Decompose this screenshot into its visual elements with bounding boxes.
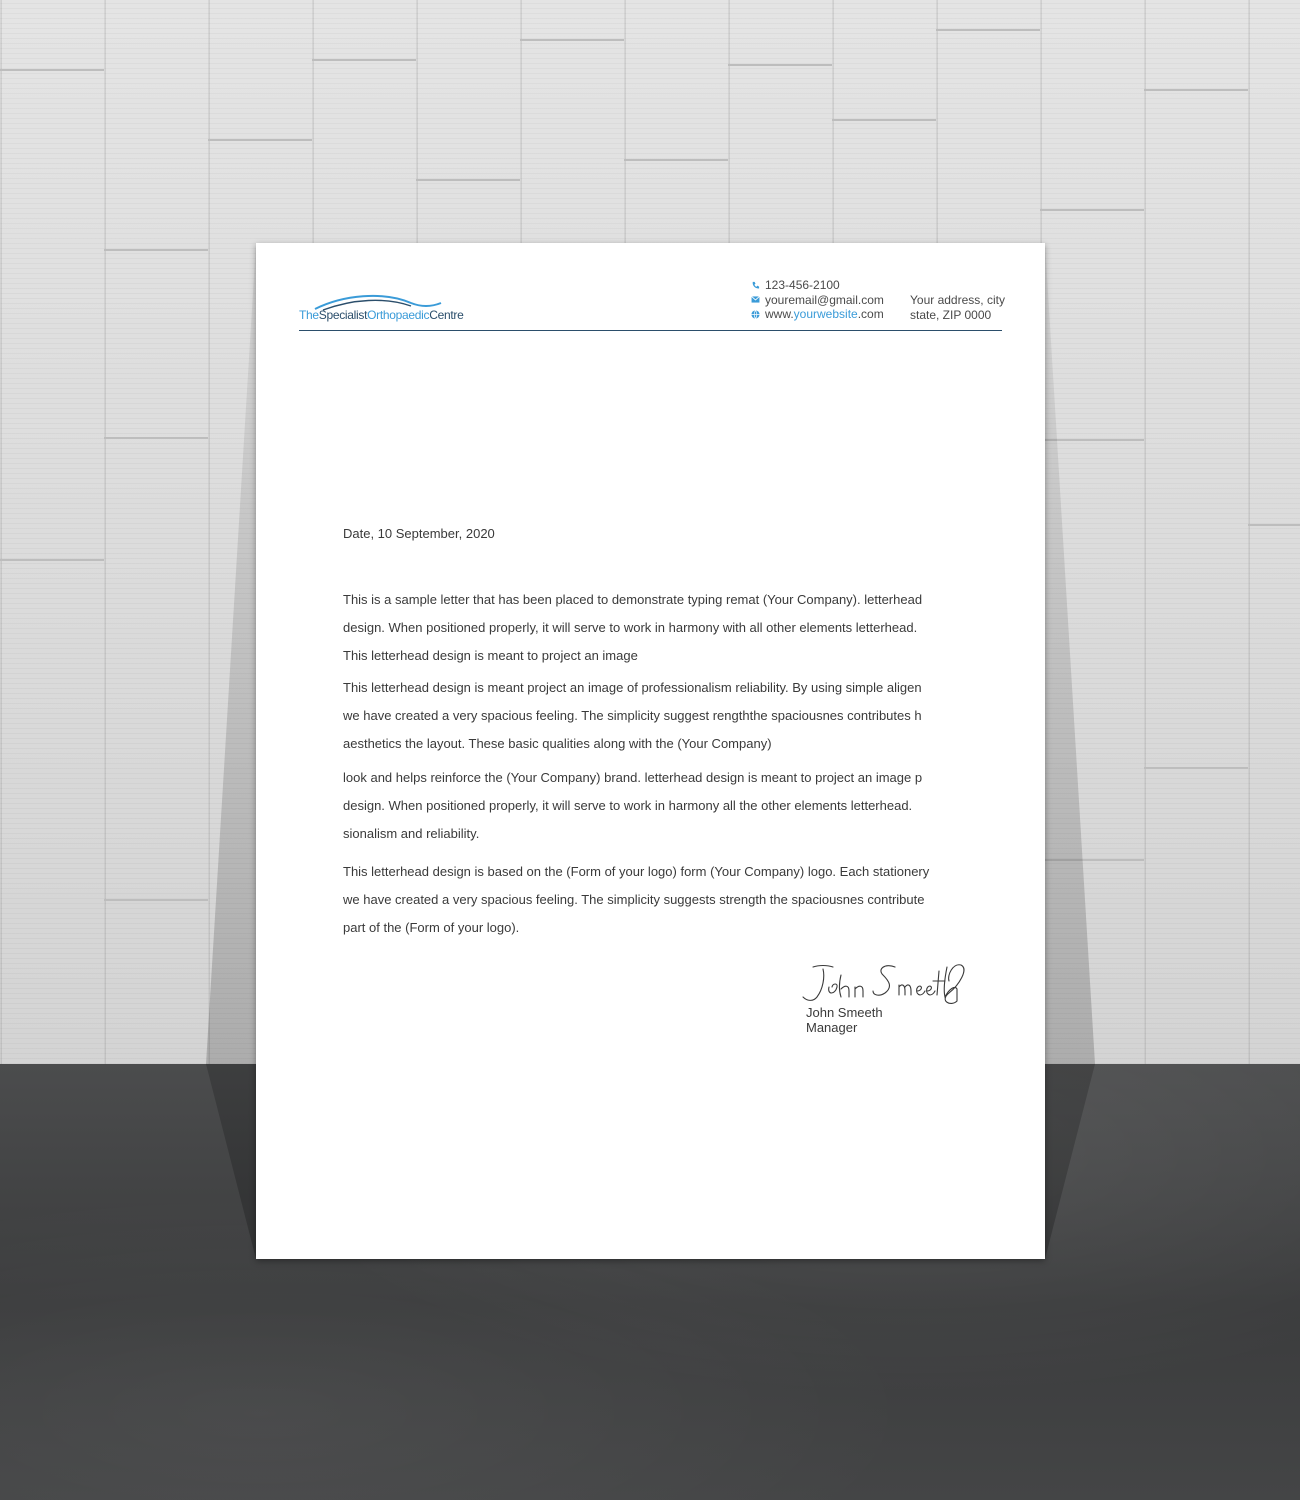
signatory-name: John Smeeth — [806, 1005, 883, 1020]
letter-body — [343, 586, 983, 946]
logo-word-specialist: Specialist — [318, 308, 368, 322]
signatory — [806, 1005, 883, 1035]
paragraph-line: This letterhead design is meant project an image of professionalism reliability. By using simple aligen — [343, 680, 922, 695]
website-suffix: .com — [857, 307, 884, 322]
letter-date: Date, 10 September, 2020 — [343, 526, 495, 541]
paragraph-line: we have created a very spacious feeling. The simplicity suggests strength the spaciousnes contribute — [343, 892, 925, 907]
address-line-2: state, ZIP 0000 — [910, 307, 992, 322]
contact-block — [751, 278, 884, 322]
website-domain: yourwebsite — [793, 307, 858, 322]
website-prefix: www. — [765, 307, 794, 322]
paragraph-line: look and helps reinforce the (Your Company) brand. letterhead design is meant to project an image p — [343, 770, 923, 785]
paragraph-line: aesthetics the layout. These basic qualities along with the (Your Company) — [343, 736, 772, 751]
logo-wordmark — [299, 308, 463, 322]
logo-word-orthopaedic: Orthopaedic — [367, 308, 430, 322]
paragraph-line: we have created a very spacious feeling. The simplicity suggest rengththe spaciousnes contributes h — [343, 708, 922, 723]
paragraph — [343, 764, 983, 848]
logo-word-the: The — [299, 308, 319, 322]
paragraph-line: design. When positioned properly, it will serve to work in harmony all the other elements letterhead. — [343, 798, 913, 813]
website-url — [765, 307, 884, 321]
paragraph-line: This letterhead design is meant to project an image — [343, 648, 638, 663]
paragraph-line: sionalism and reliability. — [343, 826, 480, 841]
company-logo — [299, 293, 489, 327]
paragraph-line: part of the (Form of your logo). — [343, 920, 520, 935]
contact-website — [751, 307, 884, 322]
signatory-title: Manager — [806, 1020, 858, 1035]
paragraph — [343, 586, 983, 670]
phone-number: 123-456-2100 — [765, 278, 840, 293]
email-address: youremail@gmail.com — [765, 292, 884, 307]
header-divider — [299, 330, 1002, 331]
paragraph — [343, 674, 983, 758]
address-block — [910, 293, 1005, 322]
paragraph-line: This letterhead design is based on the (Form of your logo) form (Your Company) logo. Each stationery — [343, 864, 930, 879]
contact-email — [751, 293, 884, 308]
paragraph-line: design. When positioned properly, it will serve to work in harmony with all other elements letterhead. — [343, 620, 918, 635]
mail-icon — [751, 295, 760, 304]
globe-icon — [751, 310, 760, 319]
paragraph — [343, 858, 983, 942]
address-line-1: Your address, city — [910, 293, 1005, 307]
contact-phone — [751, 278, 884, 293]
letter-sheet — [256, 243, 1045, 1259]
phone-icon — [751, 281, 760, 290]
signature-text: John Smeeth — [799, 955, 805, 956]
logo-word-centre: Centre — [429, 308, 464, 322]
paragraph-line: This is a sample letter that has been placed to demonstrate typing remat (Your Company). letterhead — [343, 592, 923, 607]
